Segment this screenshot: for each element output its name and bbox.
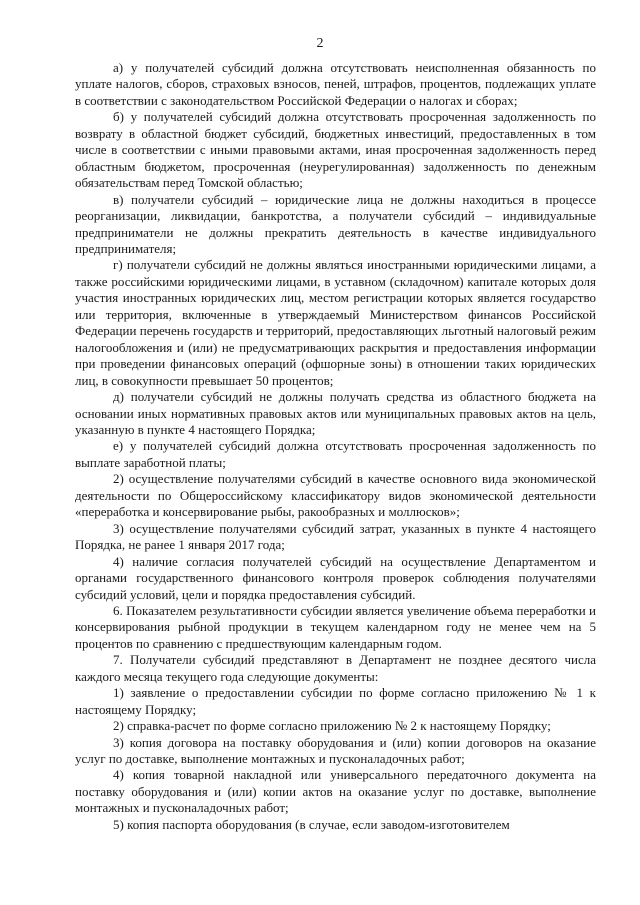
paragraph-document-2: 2) справка-расчет по форме согласно приложению № 2 к настоящему Порядку;	[113, 718, 551, 734]
document-body	[75, 60, 596, 833]
paragraph-document-5: 5) копия паспорта оборудования (в случае, если заводом-изготовителем	[113, 816, 510, 832]
paragraph-item-e: е) у получателей субсидий должна отсутствовать просроченная задолженность по выплате заработной платы;	[75, 438, 596, 470]
paragraph-condition-4: 4) наличие согласия получателей субсидий на осуществление Департаментом и органами государственного финансового контроля проверок соблюдения получателями субсидий условий, цели и порядка предоставления субсидий.	[75, 553, 596, 602]
paragraph-document-4: 4) копия товарной накладной или универсального передаточного документа на поставку оборудования и (или) копии актов на оказание услуг по доставке, выполнение монтажных и пусконаладочных работ;	[75, 767, 596, 816]
page-number: 2	[316, 36, 324, 51]
paragraph-item-g: г) получатели субсидий не должны являться иностранными юридическими лицами, а также российскими юридическими лицами, в уставном (складочном) капитале которых доля участия иностранных юридических лиц, местом регистрации которых является государство или территория, включенные в утверждаемый Министерством финансов Российской Федерации перечень государств и территорий, предоставляющих льготный налоговый режим налогообложения и (или) не предусматривающих раскрытия и предоставления информации при проведении финансовых операций (офшорные зоны) в отношении таких юридических лиц, в совокупности превышает 50 процентов;	[75, 257, 596, 388]
paragraph-document-3: 3) копия договора на поставку оборудования и (или) копии договоров на оказание услуг по доставке, выполнение монтажных и пусконаладочных работ;	[75, 734, 596, 767]
paragraph-clause-7: 7. Получатели субсидий представляют в Департамент не позднее десятого числа каждого месяца текущего года следующие документы:	[75, 652, 596, 684]
paragraph-item-a: а) у получателей субсидий должна отсутствовать неисполненная обязанность по уплате налогов, сборов, страховых взносов, пеней, штрафов, процентов, подлежащих уплате в соответствии с законодательством Российской Федерации о налогах и сборах;	[75, 60, 596, 108]
paragraph-condition-2: 2) осуществление получателями субсидий в качестве основного вида экономической деятельности по Общероссийскому классификатору видов экономической деятельности «переработка и консервирование рыбы, ракообразных и моллюсков»;	[75, 471, 596, 520]
paragraph-document-1: 1) заявление о предоставлении субсидии по форме согласно приложению № 1 к настоящему Порядку;	[75, 685, 596, 717]
paragraph-item-v: в) получатели субсидий – юридические лица не должны находиться в процессе реорганизации, ликвидации, банкротства, а получатели субсидий – индивидуальные предприниматели не должны прекратить деятельность в качестве индивидуального предпринимателя;	[75, 191, 596, 256]
paragraph-condition-3: 3) осуществление получателями субсидий затрат, указанных в пункте 4 настоящего Порядка, не ранее 1 января 2017 года;	[75, 520, 596, 553]
paragraph-item-b: б) у получателей субсидий должна отсутствовать просроченная задолженность по возврату в областной бюджет субсидий, бюджетных инвестиций, предоставленных в том числе в соответствии с иными правовыми актами, иная просроченная задолженность перед областным бюджетом, просроченная (неурегулированная) задолженность по денежным обязательствам перед Томской областью;	[75, 109, 596, 191]
paragraph-item-d: д) получатели субсидий не должны получать средства из областного бюджета на основании иных нормативных правовых актов или муниципальных правовых актов на цель, указанную в пункте 4 настоящего Порядка;	[75, 389, 596, 437]
paragraph-clause-6: 6. Показателем результативности субсидии является увеличение объема переработки и консервирования рыбной продукции в текущем календарном году не менее чем на 5 процентов по сравнению с предшествующим календарным годом.	[75, 602, 596, 651]
